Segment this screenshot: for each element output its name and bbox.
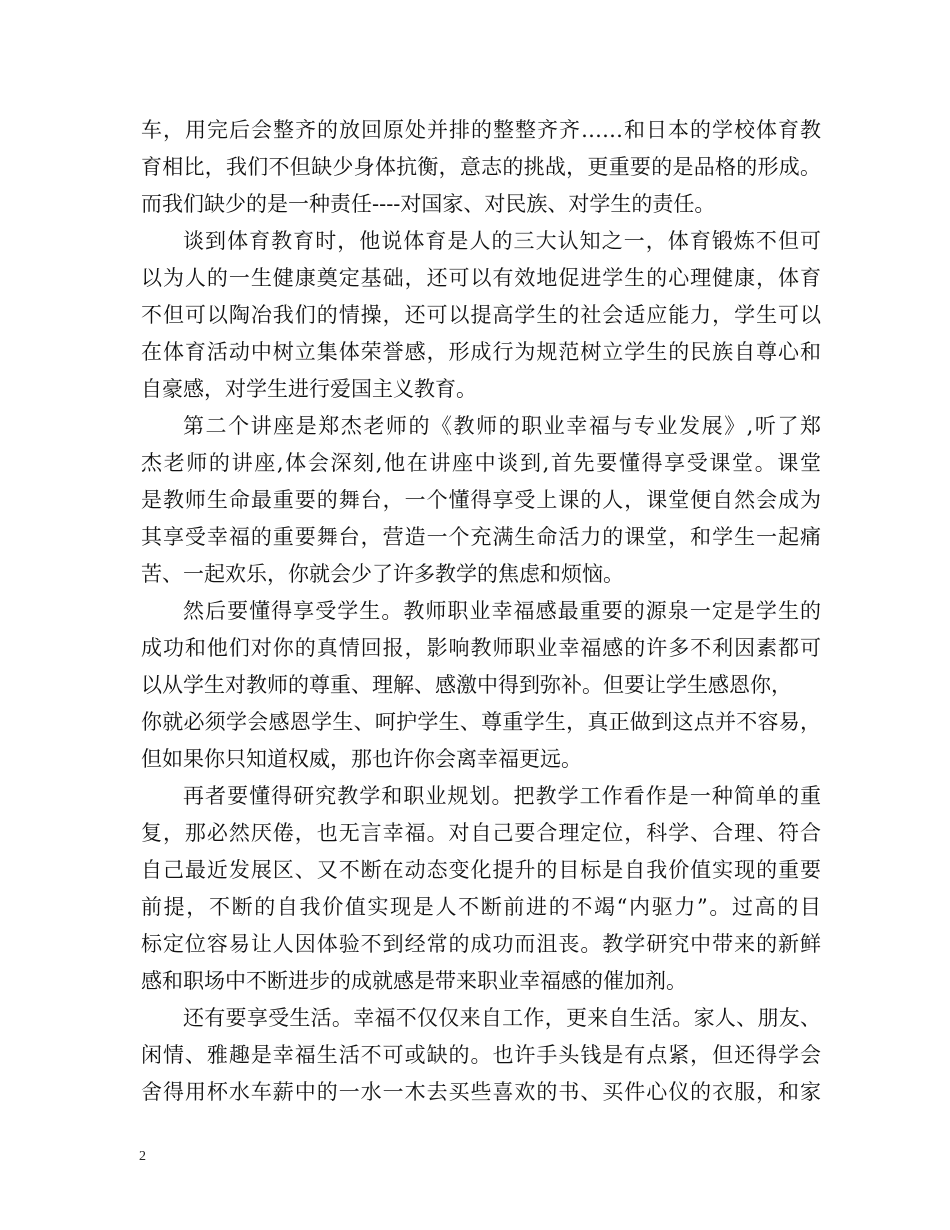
text-line: 但如果你只知道权威，那也许你会离幸福更远。 [141,747,582,771]
text-line: 在体育活动中树立集体荣誉感，形成行为规范树立学生的民族自尊心和 [141,340,821,364]
text-line: 而我们缺少的是一种责任----对国家、对民族、对学生的责任。 [141,192,716,216]
paragraph-first-line: 谈到体育教育时，他说体育是人的三大认知之一，体育锻炼不但可 [183,229,821,253]
text-line: 杰老师的讲座,体会深刻,他在讲座中谈到,首先要懂得享受课堂。课堂 [141,451,821,475]
text-line: 以从学生对教师的尊重、理解、感激中得到弥补。但要让学生感恩你， [141,673,792,697]
text-line: 苦、一起欢乐，你就会少了许多教学的焦虑和烦恼。 [141,562,624,586]
text-line: 复，那必然厌倦，也无言幸福。对自己要合理定位，科学、合理、符合 [141,821,821,845]
text-line: 自豪感，对学生进行爱国主义教育。 [141,377,477,401]
text-line: 育相比，我们不但缺少身体抗衡，意志的挑战，更重要的是品格的形成。 [141,155,821,179]
text-line: 感和职场中不断进步的成就感是带来职业幸福感的催加剂。 [141,969,687,993]
text-line: 闲情、雅趣是幸福生活不可或缺的。也许手头钱是有点紧，但还得学会 [141,1043,821,1067]
text-line: 是教师生命最重要的舞台，一个懂得享受上课的人，课堂便自然会成为 [141,488,821,512]
text-line: 前提，不断的自我价值实现是人不断前进的不竭“内驱力”。过高的目 [141,895,821,919]
text-line: 其享受幸福的重要舞台，营造一个充满生命活力的课堂，和学生一起痛 [141,525,821,549]
text-line: 舍得用杯水车薪中的一水一木去买些喜欢的书、买件心仪的衣服，和家 [141,1080,821,1104]
text-line: 你就必须学会感恩学生、呵护学生、尊重学生，真正做到这点并不容易， [141,710,821,734]
text-line: 不但可以陶冶我们的情操，还可以提高学生的社会适应能力，学生可以 [141,303,821,327]
paragraph-first-line: 再者要懂得研究教学和职业规划。把教学工作看作是一种简单的重 [183,784,821,808]
page-number: 2 [139,1149,146,1164]
paragraph-first-line: 第二个讲座是郑杰老师的《教师的职业幸福与专业发展》,听了郑 [183,414,821,438]
text-line: 车，用完后会整齐的放回原处并排的整整齐齐……和日本的学校体育教 [141,118,821,142]
text-line: 自己最近发展区、又不断在动态变化提升的目标是自我价值实现的重要 [141,858,821,882]
text-line: 以为人的一生健康奠定基础，还可以有效地促进学生的心理健康，体育 [141,266,821,290]
text-line: 标定位容易让人因体验不到经常的成功而沮丧。教学研究中带来的新鲜 [141,932,821,956]
paragraph-first-line: 还有要享受生活。幸福不仅仅来自工作，更来自生活。家人、朋友、 [183,1006,821,1030]
body-text [141,112,821,1111]
paragraph-first-line: 然后要懂得享受学生。教师职业幸福感最重要的源泉一定是学生的 [183,599,821,623]
text-line: 成功和他们对你的真情回报，影响教师职业幸福感的许多不利因素都可 [141,636,821,660]
